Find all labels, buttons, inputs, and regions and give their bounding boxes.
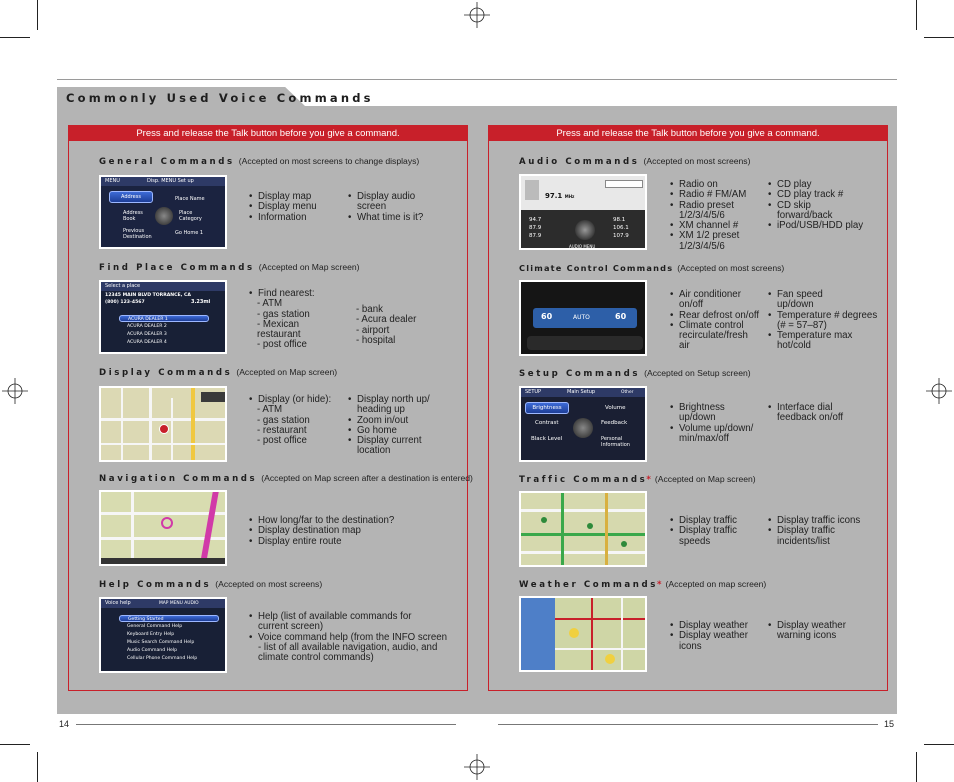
list-item: • Display audio screen bbox=[348, 192, 423, 213]
list-item: - post office bbox=[257, 339, 307, 351]
top-rule bbox=[57, 79, 897, 80]
crop-mark bbox=[37, 752, 38, 782]
list-item: • Display weather warning icons bbox=[768, 621, 858, 642]
general-commands-col1 bbox=[249, 192, 344, 223]
list-item: • Go home bbox=[348, 426, 443, 436]
crop-mark bbox=[916, 0, 917, 30]
screen-header: SETUP bbox=[525, 389, 542, 395]
list-item: • Display menu bbox=[249, 202, 344, 212]
section-note: (Accepted on map screen) bbox=[665, 579, 767, 589]
list-item: • Display traffic bbox=[670, 516, 765, 526]
list-item: - bank bbox=[356, 304, 383, 315]
panel-header: Press and release the Talk button before you give a command. bbox=[69, 126, 467, 141]
screen-item: Black Level bbox=[531, 436, 563, 442]
section-title-climate bbox=[519, 263, 784, 273]
list-item: • Display north up/ heading up bbox=[348, 395, 440, 416]
list-item: • Voice command help (from the INFO screen - list of all available navigation, audio, and climate control commands) bbox=[249, 633, 449, 664]
screen-bar bbox=[521, 388, 645, 397]
list-item: • Volume up/down/ min/max/off bbox=[670, 424, 765, 445]
setup-screen-image bbox=[519, 386, 647, 462]
display-commands-col1 bbox=[249, 395, 344, 446]
traffic-commands-col1 bbox=[670, 516, 765, 547]
list-item: • Display entire route bbox=[249, 537, 449, 547]
section-title-display bbox=[99, 367, 337, 378]
traffic-map-image bbox=[519, 491, 647, 567]
section-note: (Accepted on most screens) bbox=[215, 579, 323, 589]
crop-mark bbox=[916, 752, 917, 782]
screen-phone: (800) 123-4567 bbox=[105, 300, 145, 305]
setup-commands-col1 bbox=[670, 403, 765, 444]
climate-panel-image bbox=[519, 280, 647, 356]
screen-row: ACURA DEALER 1 bbox=[119, 315, 209, 322]
list-item: • Display traffic icons bbox=[768, 516, 878, 526]
section-title-text: Traffic Commands bbox=[519, 475, 648, 485]
list-item: • Climate control recirculate/fresh air bbox=[670, 321, 760, 352]
list-item: - ATM bbox=[257, 298, 283, 310]
list-item: • XM 1/2 preset 1/2/3/4/5/6 bbox=[670, 231, 745, 252]
list-item: • Radio preset 1/2/3/4/5/6 bbox=[670, 201, 745, 222]
screen-row: ACURA DEALER 2 bbox=[127, 324, 167, 329]
audio-screen-image bbox=[519, 174, 647, 250]
display-commands-col2 bbox=[348, 395, 443, 457]
section-note: (Accepted on most screens) bbox=[643, 156, 751, 166]
asterisk: * bbox=[657, 580, 662, 590]
section-note: (Accepted on Map screen after a destination is entered) bbox=[261, 473, 473, 483]
page-number-left: 14 bbox=[59, 719, 70, 729]
dial-icon bbox=[155, 207, 173, 225]
section-title-navigation bbox=[99, 473, 473, 484]
list-item: • Temperature max hot/cold bbox=[768, 331, 868, 352]
preset-list-left: 94.7 87.9 87.9 bbox=[529, 217, 542, 239]
voice-help-screen-image bbox=[99, 597, 227, 673]
section-title-text: Find Place Commands bbox=[99, 263, 255, 273]
list-item: • CD play track # bbox=[768, 190, 878, 200]
section-title-audio bbox=[519, 156, 750, 167]
list-item: • Help (list of available commands for current screen) bbox=[249, 612, 429, 633]
list-item: • Display (or hide): bbox=[249, 395, 344, 405]
page-number-right: 15 bbox=[884, 719, 895, 729]
screen-item: Contrast bbox=[535, 420, 559, 426]
crop-mark bbox=[0, 37, 30, 38]
screen-row: Audio Command Help bbox=[127, 648, 178, 653]
registration-mark-icon bbox=[464, 754, 490, 780]
footer-rule bbox=[498, 724, 878, 725]
weather-commands-col2 bbox=[768, 621, 878, 642]
list-item: - post office bbox=[257, 435, 307, 447]
screen-row: General Command Help bbox=[127, 624, 183, 629]
registration-mark-icon bbox=[2, 378, 28, 404]
list-item: • Fan speed up/down bbox=[768, 290, 833, 311]
section-note: (Accepted on Map screen) bbox=[654, 474, 756, 484]
screen-menu-label: MENU bbox=[105, 178, 120, 184]
list-item: • iPod/USB/HDD play bbox=[768, 221, 878, 231]
list-item: • Display traffic incidents/list bbox=[768, 526, 848, 547]
audio-commands-col2 bbox=[768, 180, 878, 231]
section-title-weather bbox=[519, 579, 766, 590]
screen-row: ACURA DEALER 4 bbox=[127, 340, 167, 345]
screen-button: Address bbox=[109, 191, 153, 203]
map-screen-image bbox=[99, 386, 227, 462]
screen-item: Place Category bbox=[179, 210, 202, 222]
screen-button: Brightness bbox=[525, 402, 569, 414]
list-item: • Radio # FM/AM bbox=[670, 190, 765, 200]
crop-mark bbox=[0, 744, 30, 745]
screen-address: 12345 MAIN BLVD TORRANCE, CA bbox=[105, 293, 191, 298]
section-title-text: General Commands bbox=[99, 157, 235, 167]
list-item: • Zoom in/out bbox=[348, 416, 443, 426]
section-title-text: Weather Commands bbox=[519, 580, 658, 590]
screen-bar: Select a place bbox=[101, 282, 225, 291]
list-item: - Mexican restaurant bbox=[257, 318, 301, 341]
registration-mark-icon bbox=[464, 2, 490, 28]
screen-item: Previous Destination bbox=[123, 228, 152, 240]
panel-header: Press and release the Talk button before you give a command. bbox=[489, 126, 887, 141]
menu-screen-image bbox=[99, 175, 227, 249]
section-title-find-place bbox=[99, 262, 360, 273]
screen-item: Place Name bbox=[175, 196, 205, 202]
preset-list-right: 98.1 106.1 107.9 bbox=[613, 217, 629, 239]
screen-distance: 3.23mi bbox=[191, 299, 211, 305]
section-title-general bbox=[99, 156, 419, 167]
section-note: (Accepted on Setup screen) bbox=[644, 368, 751, 378]
screen-row: Music Search Command Help bbox=[127, 640, 195, 645]
screen-tabs: Disp. MENU Set up bbox=[147, 178, 194, 184]
section-note: (Accepted on Map screen) bbox=[236, 367, 338, 377]
list-item: • Display current location bbox=[348, 436, 428, 457]
footer-rule bbox=[76, 724, 456, 725]
section-title-text: Help Commands bbox=[99, 580, 212, 590]
navigation-map-image bbox=[99, 490, 227, 566]
weather-commands-col1 bbox=[670, 621, 765, 652]
list-item: • Rear defrost on/off bbox=[670, 311, 765, 321]
list-item: • Temperature # degrees (# = 57–87) bbox=[768, 311, 878, 332]
list-item: - hospital bbox=[356, 334, 396, 346]
section-note: (Accepted on Map screen) bbox=[258, 262, 360, 272]
list-item: - ATM bbox=[257, 404, 283, 416]
list-item: • Information bbox=[249, 213, 344, 223]
list-item: • Find nearest: bbox=[249, 289, 344, 299]
list-item: • CD skip forward/back bbox=[768, 201, 840, 222]
section-note: (Accepted on most screens to change displays) bbox=[238, 156, 420, 166]
asterisk: * bbox=[646, 475, 651, 485]
section-title-help bbox=[99, 579, 322, 590]
list-item: • Display weather bbox=[670, 621, 765, 631]
setup-commands-col2 bbox=[768, 403, 878, 424]
climate-right-temp: 60 bbox=[615, 312, 627, 321]
audio-menu-label: AUDIO MENU bbox=[569, 244, 596, 248]
crop-mark bbox=[924, 37, 954, 38]
list-item: - gas station bbox=[257, 414, 310, 426]
section-title-text: Audio Commands bbox=[519, 157, 640, 167]
section-note: (Accepted on most screens) bbox=[677, 263, 785, 273]
climate-commands-col2 bbox=[768, 290, 878, 352]
climate-commands-col1 bbox=[670, 290, 765, 352]
screen-item: Feedback bbox=[601, 420, 628, 426]
list-item: • XM channel # bbox=[670, 221, 765, 231]
screen-tab: Main Setup bbox=[567, 389, 596, 395]
list-item: • Radio on bbox=[670, 180, 765, 190]
traffic-commands-col2 bbox=[768, 516, 878, 547]
audio-frequency: 97.1 MHz bbox=[545, 192, 575, 200]
list-item: • CD play bbox=[768, 180, 878, 190]
screen-item: Go Home 1 bbox=[175, 230, 204, 236]
navigation-commands bbox=[249, 516, 449, 547]
crop-mark bbox=[37, 0, 38, 30]
climate-left-temp: 60 bbox=[541, 312, 553, 321]
screen-row: Keyboard Entry Help bbox=[127, 632, 175, 637]
section-title-text: Navigation Commands bbox=[99, 474, 258, 484]
list-item: • Display traffic speeds bbox=[670, 526, 750, 547]
screen-tabs: MAP MENU AUDIO bbox=[159, 601, 199, 606]
dial-icon bbox=[575, 220, 595, 240]
crop-mark bbox=[924, 744, 954, 745]
screen-item: Personal Information bbox=[601, 436, 630, 448]
list-item: - restaurant bbox=[257, 424, 307, 436]
section-title-text: Display Commands bbox=[99, 368, 233, 378]
general-commands-col2 bbox=[348, 192, 443, 223]
list-item: • Brightness up/down bbox=[670, 403, 740, 424]
list-item: - airport bbox=[356, 324, 390, 336]
list-item: • Air conditioner on/off bbox=[670, 290, 750, 311]
section-title-traffic bbox=[519, 474, 756, 485]
page-title: Commonly Used Voice Commands bbox=[66, 91, 374, 105]
audio-commands-col1 bbox=[670, 180, 765, 252]
screen-row: Getting Started bbox=[119, 615, 219, 622]
climate-fan: AUTO bbox=[573, 314, 590, 321]
find-place-screen-image bbox=[99, 280, 227, 354]
screen-row: ACURA DEALER 3 bbox=[127, 332, 167, 337]
find-place-commands-col2 bbox=[348, 305, 443, 346]
section-title-setup bbox=[519, 368, 751, 379]
screen-other: Other bbox=[621, 390, 634, 395]
list-item: • Interface dial feedback on/off bbox=[768, 403, 863, 424]
list-item: • Display weather icons bbox=[670, 631, 755, 652]
weather-map-image bbox=[519, 596, 647, 672]
registration-mark-icon bbox=[926, 378, 952, 404]
find-place-commands-col1 bbox=[249, 289, 344, 351]
screen-row: Cellular Phone Command Help bbox=[127, 656, 198, 661]
list-item: • Display destination map bbox=[249, 526, 449, 536]
list-item: • Display map bbox=[249, 192, 344, 202]
list-item: - gas station bbox=[257, 308, 310, 320]
screen-item: Volume bbox=[605, 405, 626, 411]
list-item: • How long/far to the destination? bbox=[249, 516, 449, 526]
help-commands bbox=[249, 612, 449, 663]
screen-bar bbox=[101, 177, 225, 186]
screen-header: Voice help bbox=[105, 600, 131, 606]
screen-item: Address Book bbox=[123, 210, 143, 222]
dial-icon bbox=[573, 418, 593, 438]
list-item: • What time is it? bbox=[348, 213, 443, 223]
list-item: - Acura dealer bbox=[356, 314, 417, 326]
section-title-text: Climate Control Commands bbox=[519, 263, 674, 273]
section-title-text: Setup Commands bbox=[519, 369, 641, 379]
screen-bar bbox=[101, 599, 225, 608]
